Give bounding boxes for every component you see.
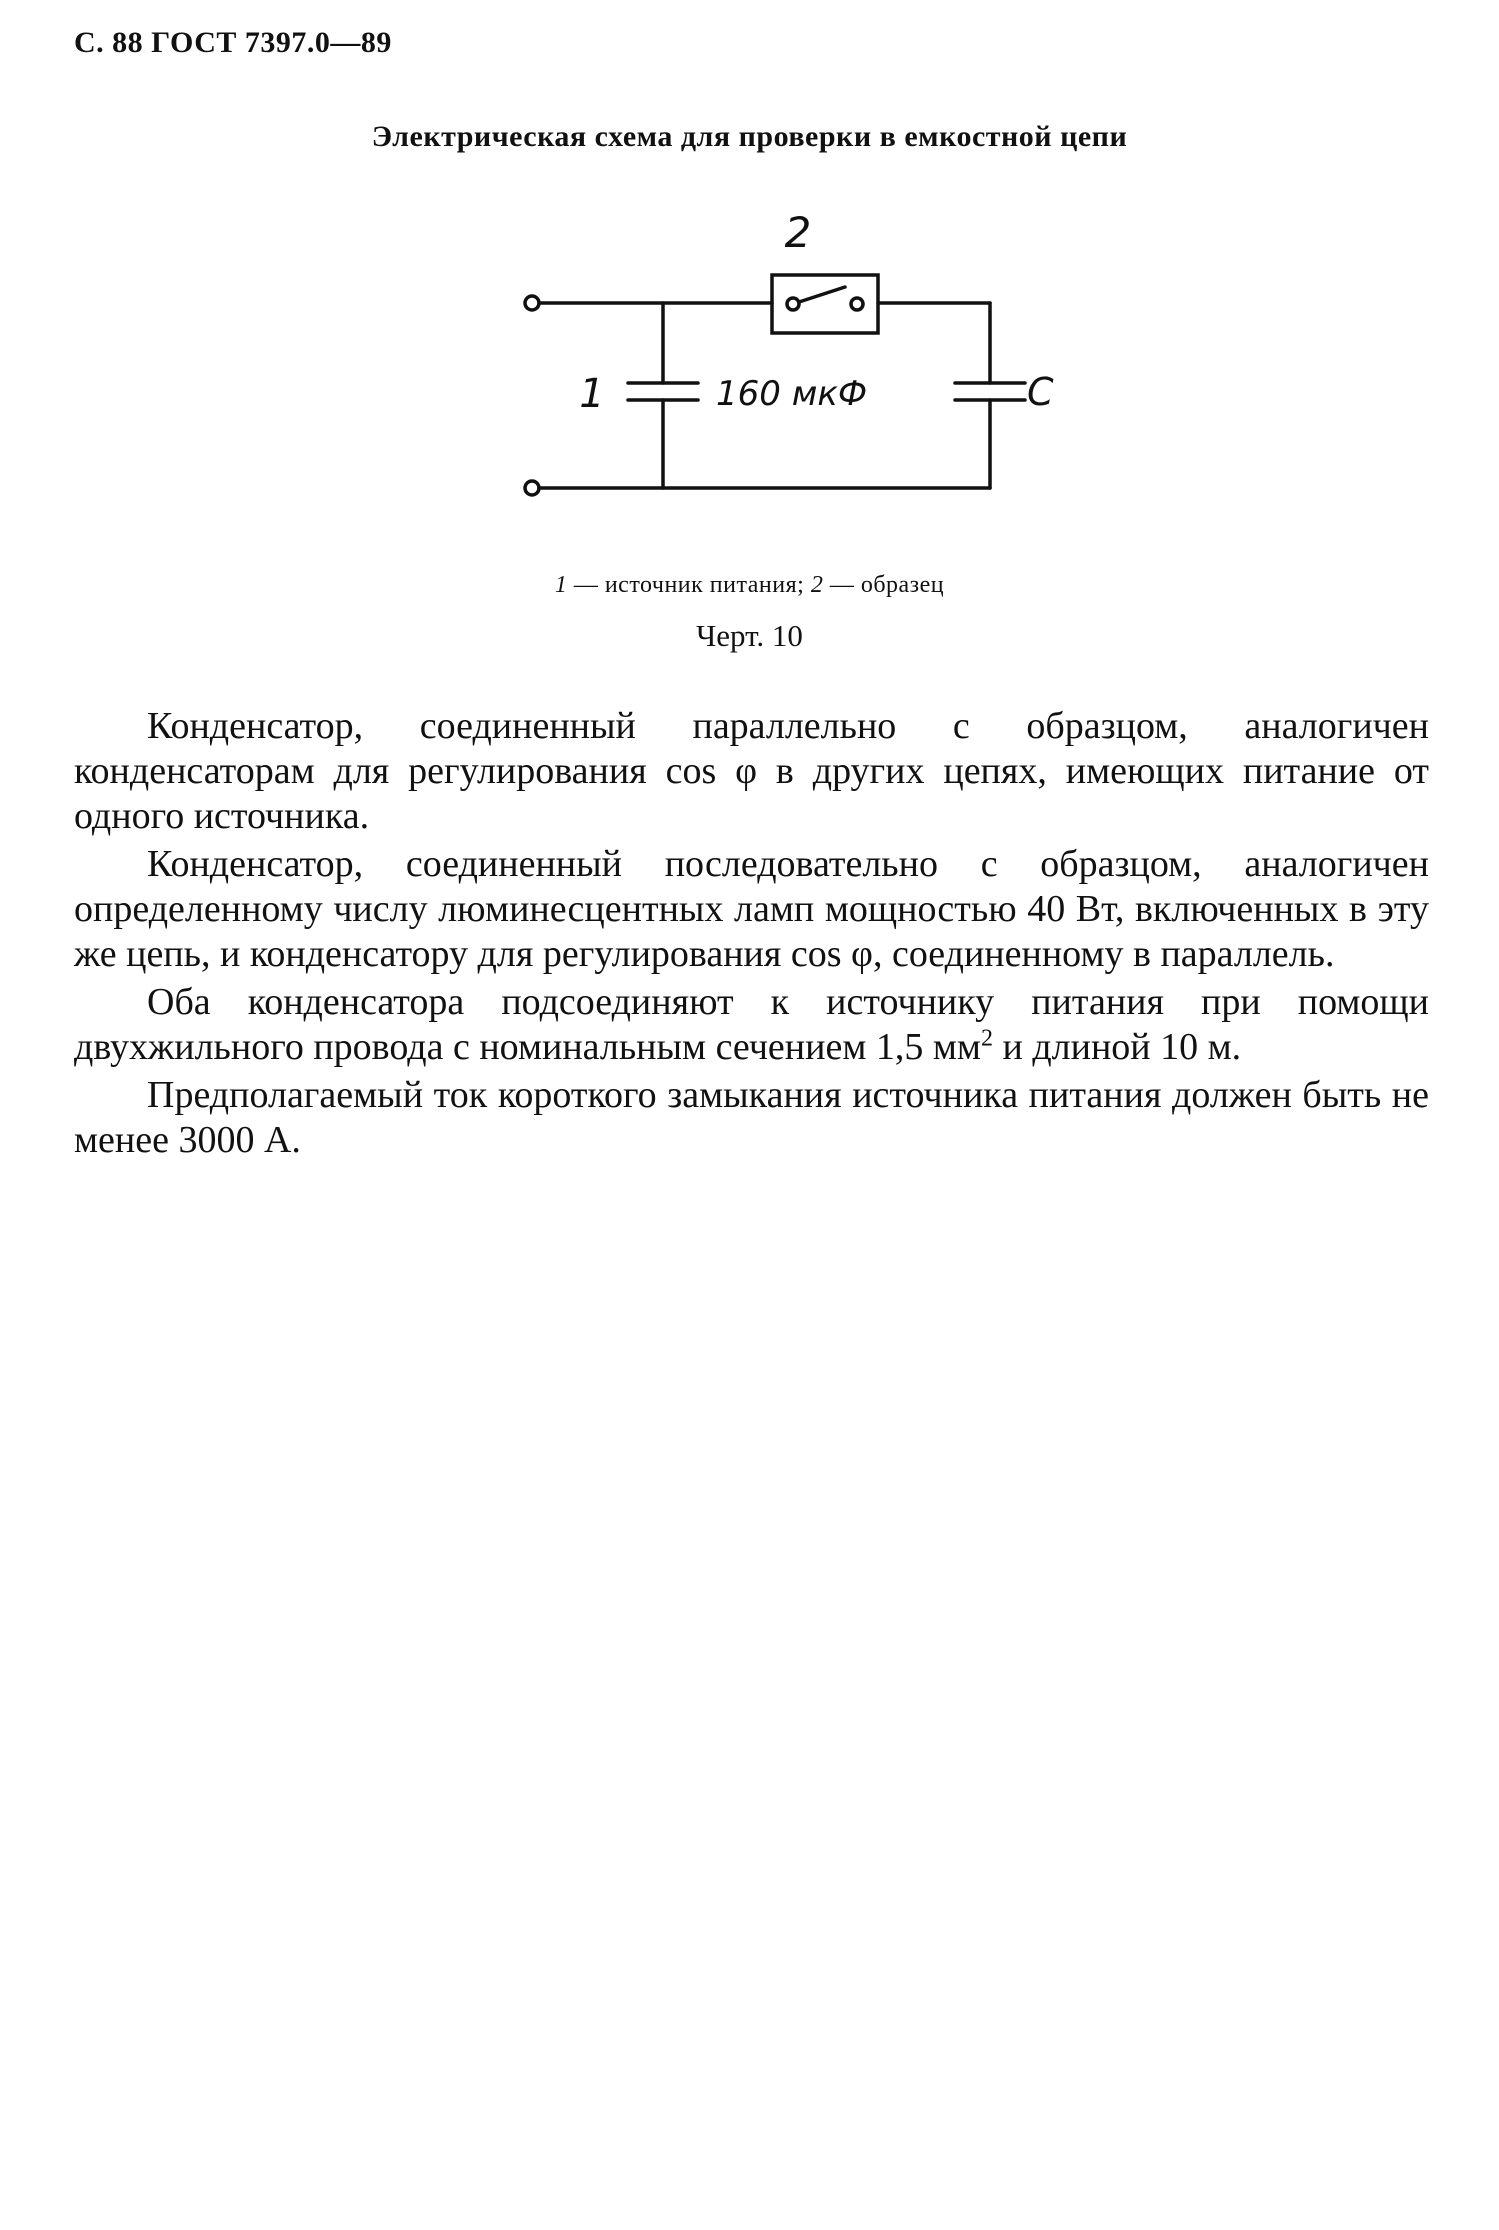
body-text xyxy=(74,704,1429,1166)
terminal-top xyxy=(525,296,539,310)
figure-number: Черт. 10 xyxy=(696,618,803,653)
label-capacitor-c: C xyxy=(1027,370,1054,414)
paragraph: Конденсатор, соединенный последовательно с образцом, аналогичен определенному числу люминесцентных ламп мощностью 40 Вт, включенных в эту же цепь, и конденсатору для регулирования cos φ, соединенному в параллель. xyxy=(74,843,1429,975)
terminal-bottom xyxy=(525,481,539,495)
caption-num-1: 1 xyxy=(554,572,568,598)
page-header: С. 88 ГОСТ 7397.0—89 xyxy=(74,26,392,59)
paragraph: Конденсатор, соединенный параллельно с образцом, аналогичен конденсаторам для регулирования cos φ в других цепях, имеющих питание от одного источника. xyxy=(74,705,1429,837)
figure-caption xyxy=(0,572,1499,599)
figure-title: Электрическая схема для проверки в емкостной цепи xyxy=(371,120,1128,153)
paragraph-tail: и длиной 10 м. xyxy=(992,1026,1242,1068)
superscript: 2 xyxy=(980,1025,993,1052)
caption-num-2: 2 xyxy=(810,572,824,598)
circuit-diagram xyxy=(500,195,1060,515)
paragraph: Предполагаемый ток короткого замыкания источника питания должен быть не менее 3000 А. xyxy=(74,1074,1429,1161)
label-sample: 2 xyxy=(784,208,812,257)
paragraph xyxy=(74,980,1429,1070)
caption-text-1: — источник питания; xyxy=(567,572,811,598)
paragraph-text: Оба конденсатора подсоединяют к источнику питания при помощи двухжильного провода с номинальным сечением 1,5 мм xyxy=(74,981,1429,1068)
label-source: 1 xyxy=(579,371,605,417)
caption-text-2: — образец xyxy=(823,572,945,598)
label-capacitor-value: 160 мкФ xyxy=(716,374,868,414)
